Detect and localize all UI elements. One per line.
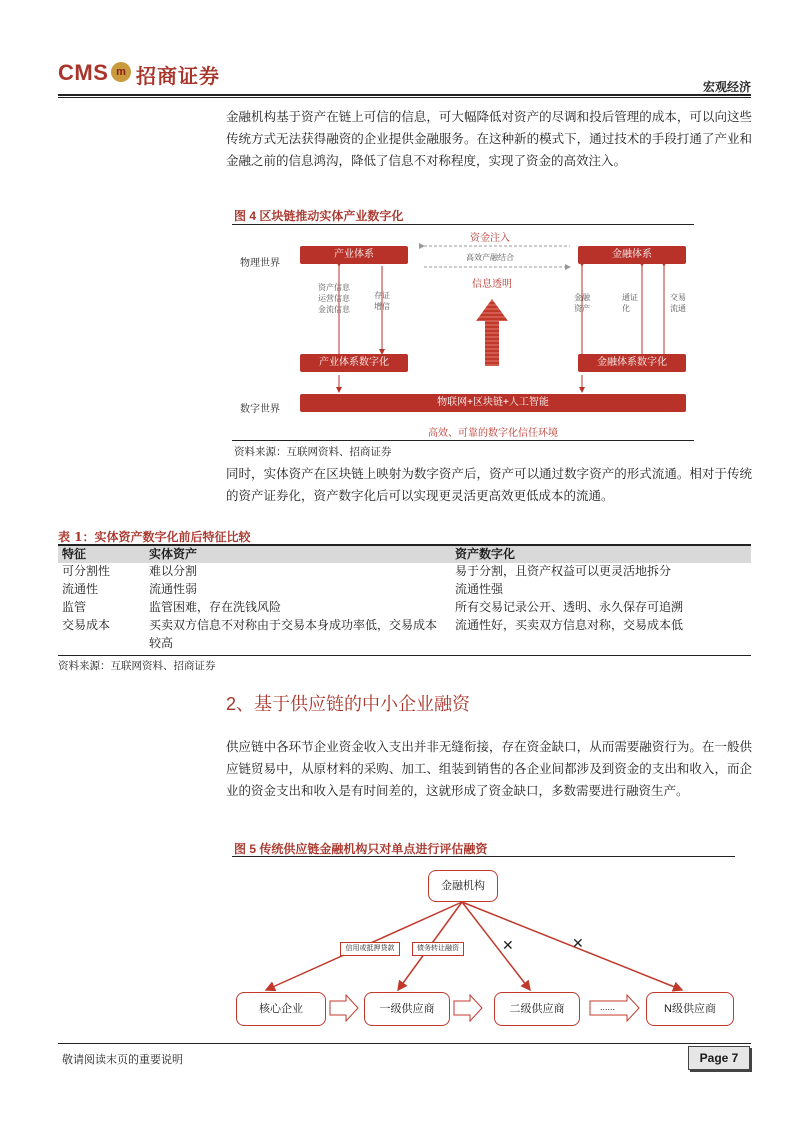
- table-header-physical: 实体资产: [149, 547, 198, 561]
- operation-info-label: 运营信息: [318, 294, 350, 303]
- logo-badge-icon: m: [111, 62, 131, 82]
- table-row-feature: 可分割性: [62, 564, 111, 578]
- industry-system-box: 产业体系: [300, 246, 408, 264]
- table-row-physical: 流通性弱: [149, 582, 198, 596]
- info-transparency-label: 信息透明: [472, 279, 512, 290]
- cross-icon: ✕: [572, 936, 584, 952]
- table-header-feature: 特征: [62, 547, 87, 561]
- table-row-feature: 流通性: [62, 582, 99, 596]
- footer-disclaimer: 敬请阅读末页的重要说明: [62, 1053, 183, 1066]
- figure-4-title: 图 4 区块链推动实体产业数字化: [234, 209, 404, 223]
- figure-5-title: 图 5 传统供应链金融机构只对单点进行评估融资: [234, 842, 488, 856]
- table-row-physical: 买卖双方信息不对称由于交易本身成功率低，交易成本较高: [149, 618, 438, 650]
- digital-world-label: 数字世界: [240, 404, 280, 415]
- financial-label: 金融: [574, 293, 590, 302]
- finance-system-box: 金融体系: [578, 246, 686, 264]
- trade-label: 交易: [670, 293, 686, 302]
- token-label: 通证: [622, 293, 638, 302]
- efficient-combination-label: 高效产融结合: [466, 253, 514, 262]
- block-arrow-icon: [454, 995, 482, 1021]
- flow-label: 流通: [670, 304, 686, 313]
- header-rule: [58, 94, 751, 96]
- finance-digital-box: 金融体系数字化: [578, 354, 686, 372]
- figure-4-diagram: [232, 226, 694, 440]
- figure-4-rule: [232, 224, 694, 225]
- figure-4-source: 资料来源：互联网资料、招商证券: [234, 446, 392, 458]
- table-row-physical: 监管困难，存在洗钱风险: [149, 600, 282, 614]
- tokenization-labels: [622, 292, 638, 314]
- table-row-digital: 流通性好，买卖双方信息对称，交易成本低: [455, 618, 684, 632]
- figure-5-rule: [232, 856, 735, 857]
- figure-4-bottom-rule: [232, 440, 694, 441]
- trade-flow-labels: [670, 292, 686, 314]
- paragraph-2: 同时，实体资产在区块链上映射为数字资产后，资产可以通过数字资产的形式流通。相对于传统的资产证券化，资产数字化后可以实现更灵活更高效更低成本的流通。: [226, 466, 752, 503]
- table-header-digital: 资产数字化: [455, 547, 516, 561]
- asset-label: 资产: [574, 304, 590, 313]
- table-row-digital: 易于分割，且资产权益可以更灵活地拆分: [455, 564, 672, 578]
- financial-asset-labels: [574, 292, 590, 314]
- cashflow-info-label: 金流信息: [318, 305, 350, 314]
- capital-injection-label: 资金注入: [470, 233, 510, 244]
- table-row-feature: 监管: [62, 600, 87, 614]
- paragraph-3: 供应链中各环节企业资金收入支出并非无缝衔接，存在资金缺口，从而需要融资行为。在一般供应链贸易中，从原材料的采购、加工、组装到销售的各企业间都涉及到资金的支出和收入，而企业的资金支出和收入是有时间差的，这就形成了资金缺口，多数需要进行融资生产。: [226, 739, 752, 798]
- evidence-labels: [374, 290, 390, 312]
- table-1-title: 表 1：实体资产数字化前后特征比较: [58, 530, 251, 544]
- core-enterprise-box: 核心企业: [236, 992, 326, 1026]
- trust-environment-label: 高效、可靠的数字化信任环境: [428, 428, 558, 439]
- asset-info-label: 资产信息: [318, 283, 350, 292]
- tier2-supplier-box: 二级供应商: [494, 992, 580, 1026]
- table-row-feature: 交易成本: [62, 618, 111, 632]
- token-suffix-label: 化: [622, 304, 630, 313]
- evidence-label: 存证: [374, 291, 390, 300]
- table-row-digital: 所有交易记录公开、透明、永久保存可追溯: [455, 600, 684, 614]
- credit-label: 增信: [374, 302, 390, 311]
- header-rule-thin: [58, 97, 751, 98]
- table-1-source: 资料来源：互联网资料、招商证券: [58, 660, 216, 672]
- footer-rule: [58, 1043, 751, 1044]
- table-row-digital: 流通性强: [455, 582, 504, 596]
- physical-world-label: 物理世界: [240, 258, 280, 269]
- logo-chinese: 招商证券: [136, 66, 220, 88]
- tech-foundation-bar: 物联网+区块链+人工智能: [300, 394, 686, 412]
- section-label: 宏观经济: [702, 80, 751, 94]
- big-up-arrow-icon: [476, 299, 508, 366]
- figure-5-diagram: [232, 858, 735, 1030]
- left-info-labels: [318, 282, 350, 315]
- table-bottom-rule: [58, 655, 751, 656]
- logo-text: CMS: [58, 60, 109, 85]
- ellipsis-label: ......: [600, 1002, 616, 1012]
- block-arrow-icon: [330, 995, 358, 1021]
- finance-institution-box: 金融机构: [428, 870, 498, 902]
- credit-loan-box: 信用或抵押贷款: [340, 942, 400, 956]
- cross-icon: ✕: [502, 938, 514, 954]
- debt-transfer-box: 债务转让融资: [412, 942, 464, 956]
- tierN-supplier-box: N级供应商: [646, 992, 734, 1026]
- tier1-supplier-box: 一级供应商: [364, 992, 450, 1026]
- paragraph-1: 金融机构基于资产在链上可信的信息，可大幅降低对资产的尽调和投后管理的成本，可以向这些传统方式无法获得融资的企业提供金融服务。在这种新的模式下，通过技术的手段打通了产业和金融之前的信息鸿沟，降低了信息不对称程度，实现了资金的高效注入。: [226, 109, 752, 168]
- table-row-physical: 难以分割: [149, 564, 198, 578]
- section-2-title: 2、基于供应链的中小企业融资: [226, 694, 471, 714]
- page-number: Page 7: [688, 1046, 750, 1070]
- industry-digital-box: 产业体系数字化: [300, 354, 408, 372]
